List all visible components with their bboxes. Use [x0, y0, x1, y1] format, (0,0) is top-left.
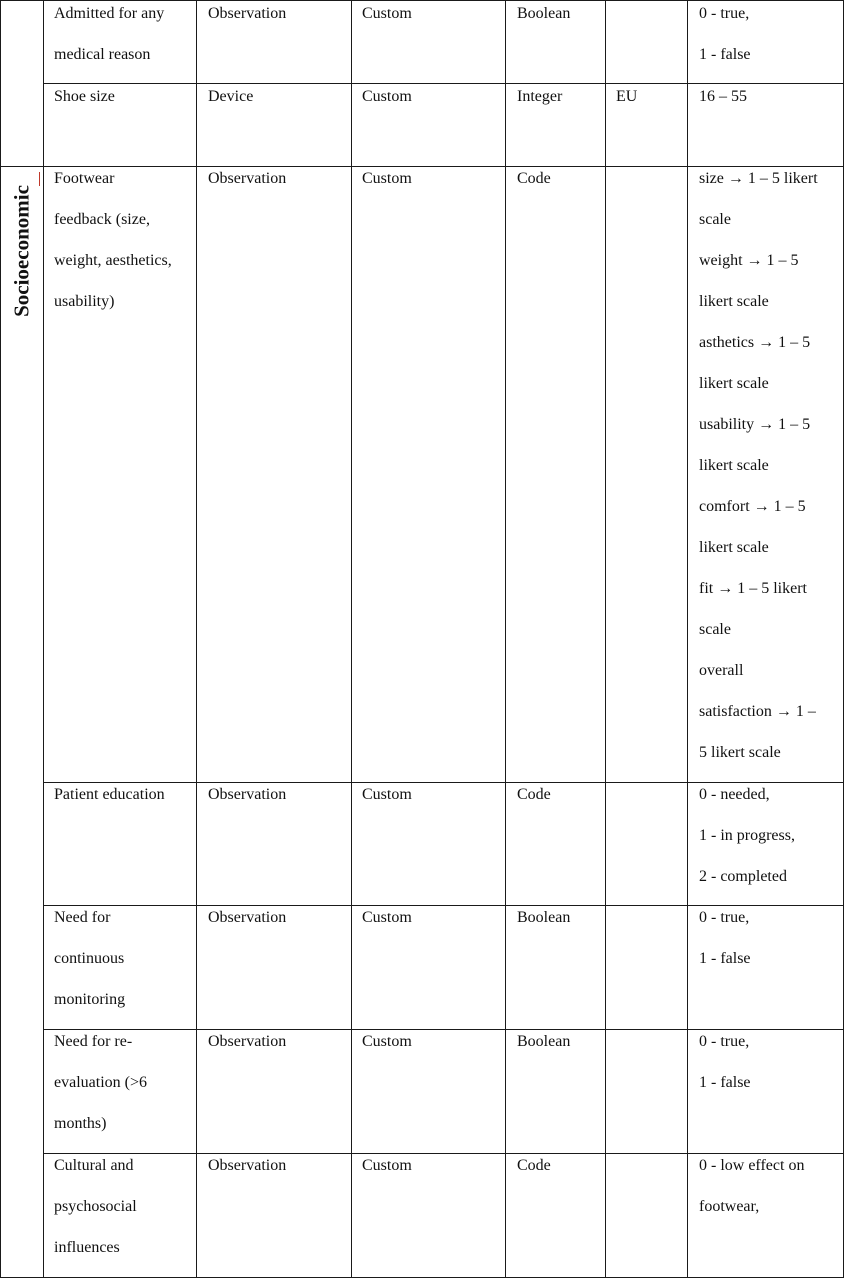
cell-resource: Observation	[208, 5, 287, 22]
margin-mark	[39, 172, 40, 186]
cell-variable: Cultural and psychosocial influences	[54, 1157, 137, 1256]
table-border-left	[0, 0, 1, 1278]
cell-profile: Custom	[362, 1033, 412, 1050]
column-divider	[605, 0, 606, 1278]
cell-variable: Admitted for any medical reason	[54, 5, 165, 63]
cell-type: Code	[517, 170, 551, 187]
column-divider	[196, 0, 197, 1278]
cell-profile: Custom	[362, 786, 412, 803]
cell-resource: Observation	[208, 786, 287, 803]
group-label	[6, 166, 38, 336]
cell-type: Code	[517, 786, 551, 803]
cell-values: 0 - true, 1 - false	[699, 1033, 751, 1091]
cell-values: 0 - true, 1 - false	[699, 5, 751, 63]
cell-values: 0 - true, 1 - false	[699, 909, 751, 967]
cell-values: 0 - low effect on footwear,	[699, 1157, 805, 1215]
cell-resource: Observation	[208, 1033, 287, 1050]
cell-values: 0 - needed, 1 - in progress, 2 - completed	[699, 786, 795, 885]
cell-type: Boolean	[517, 1033, 571, 1050]
cell-type: Boolean	[517, 909, 571, 926]
cell-profile: Custom	[362, 170, 412, 187]
cell-type: Code	[517, 1157, 551, 1174]
cell-values: 16 – 55	[699, 88, 747, 105]
cell-type: Integer	[517, 88, 563, 105]
cell-profile: Custom	[362, 1157, 412, 1174]
cell-variable: Need for continuous monitoring	[54, 909, 126, 1008]
cell-variable: Need for re- evaluation (>6 months)	[54, 1033, 147, 1132]
table-border-bottom	[0, 1277, 844, 1278]
cell-resource: Device	[208, 88, 254, 105]
cell-unit: EU	[616, 88, 638, 105]
column-divider	[351, 0, 352, 1278]
column-divider	[687, 0, 688, 1278]
cell-resource: Observation	[208, 1157, 287, 1174]
table-border-right	[843, 0, 844, 1278]
column-divider	[505, 0, 506, 1278]
cell-variable: Shoe size	[54, 88, 115, 105]
cell-variable: Footwear feedback (size, weight, aesthetics, usability)	[54, 170, 172, 310]
cell-profile: Custom	[362, 909, 412, 926]
cell-type: Boolean	[517, 5, 571, 22]
cell-profile: Custom	[362, 88, 412, 105]
cell-values: size → 1 – 5 likert scale weight → 1 – 5 likert scale asthetics → 1 – 5 likert scale usability → 1 – 5 likert scale comfort → 1 – 5 likert scale fit → 1 – 5 likert scale overall satisfaction → 1 – 5 likert scale	[699, 170, 818, 761]
column-divider	[43, 0, 44, 1278]
group-label-text: Socioeconomic	[9, 185, 34, 317]
cell-resource: Observation	[208, 170, 287, 187]
cell-profile: Custom	[362, 5, 412, 22]
cell-resource: Observation	[208, 909, 287, 926]
cell-variable: Patient education	[54, 786, 165, 803]
